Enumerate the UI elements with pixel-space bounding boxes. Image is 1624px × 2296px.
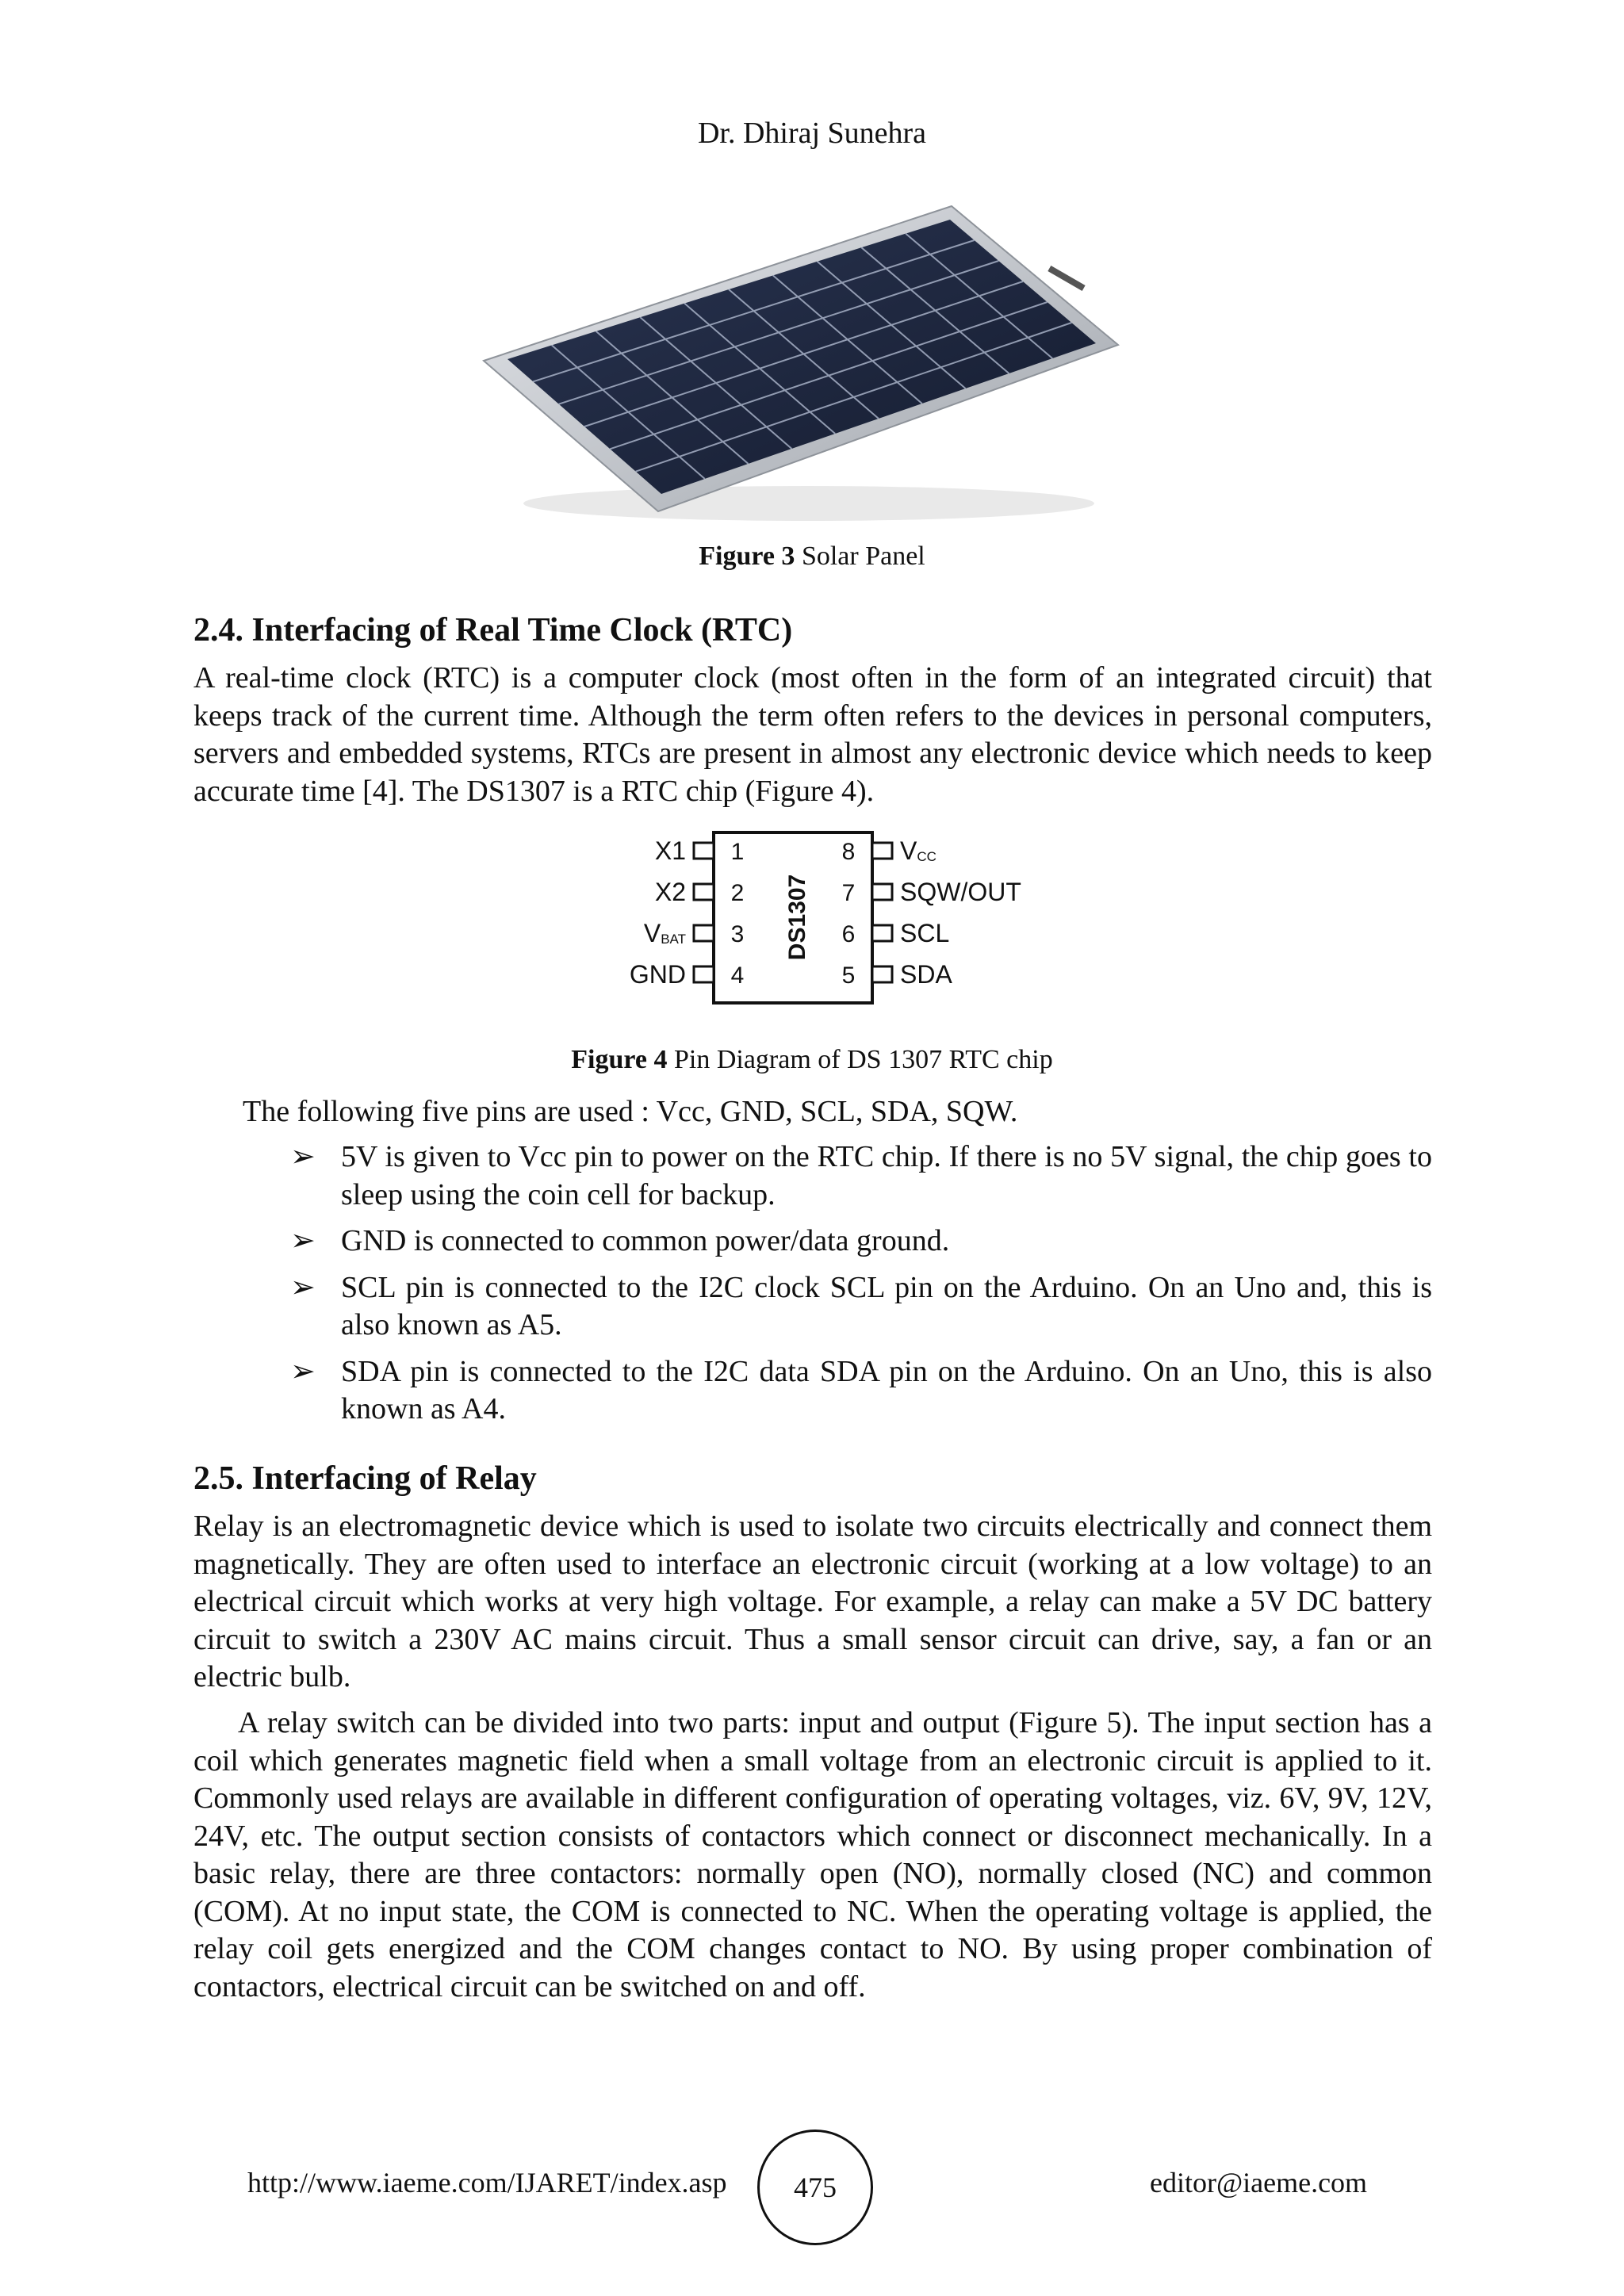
- solar-panel-image: [476, 202, 1126, 535]
- pin-pad: [694, 966, 714, 982]
- bullet-arrow-icon: ➢: [290, 1224, 316, 1257]
- figure-4-text: Pin Diagram of DS 1307 RTC chip: [673, 1045, 1053, 1074]
- pin-label: SDA: [900, 960, 952, 989]
- section-2-5-heading: 2.5. Interfacing of Relay: [193, 1460, 537, 1497]
- page-number: 475: [757, 2130, 873, 2245]
- figure-4-caption: [0, 1045, 1624, 1075]
- figure-3-text: Solar Panel: [801, 541, 925, 571]
- pin-pad: [694, 843, 714, 859]
- pin-number: 1: [730, 839, 745, 865]
- section-2-5-paragraph-1: Relay is an electromagnetic device which is used to isolate two circuits electrically and connect them magnetically. They are often used to interface an electronic circuit (working at a low voltage) to an electrical circuit which works at very high voltage. For example, a relay can make a 5V DC battery circuit to switch a 230V AC mains circuit. Thus a small sensor circuit can drive, say, a fan or an electric bulb.: [193, 1510, 1432, 1693]
- pin-label: SQW/OUT: [900, 878, 1021, 906]
- running-header-author: Dr. Dhiraj Sunehra: [697, 117, 927, 150]
- list-item: ➢ SDA pin is connected to the I2C data SDA pin on the Arduino. On an Uno, this is also known as A4.: [290, 1354, 1432, 1425]
- pin-label: X2: [654, 878, 686, 906]
- pin-pad: [872, 925, 892, 941]
- pin-label: VBAT: [643, 919, 686, 947]
- pin-number: 5: [841, 962, 856, 989]
- pin-number: 7: [841, 880, 856, 906]
- pin-number: 6: [841, 921, 856, 947]
- section-2-4-heading: 2.4. Interfacing of Real Time Clock (RTC): [193, 612, 793, 649]
- pin-number: 4: [730, 962, 745, 989]
- pin-number: 2: [730, 880, 745, 906]
- pin-label: SCL: [900, 919, 950, 947]
- pin-pad: [872, 884, 892, 900]
- pin-pad: [694, 884, 714, 900]
- chip-name-label: DS1307: [784, 874, 810, 961]
- pin-label: X1: [654, 836, 686, 865]
- section-2-5-paragraph-2: A relay switch can be divided into two parts: input and output (Figure 5). The input section has a coil which generates magnetic field when a small voltage from an electronic circuit is applied to it. Commonly used relays are available in different configuration of operating voltages, viz. 6V, 9V, 12V, 24V, etc. The output section consists of contactors which connect or disconnect mechanically. In a basic relay, there are three contactors: normally open (NO), normally closed (NC) and common (COM). At no input state, the COM is connected to NC. When the operating voltage is applied, the relay coil gets energized and the COM changes contact to NO. By using proper combination of contactors, electrical circuit can be switched on and off.: [193, 1706, 1432, 2003]
- footer-url-link[interactable]: http://www.iaeme.com/IJARET/index.asp: [247, 2167, 727, 2198]
- ds1307-pin-diagram: [603, 825, 1031, 1015]
- pin-bullet-list: [290, 1138, 1432, 1437]
- pin-pad: [694, 925, 714, 941]
- bullet-arrow-icon: ➢: [290, 1270, 316, 1304]
- figure-3-caption: [0, 541, 1624, 572]
- pin-pad: [872, 966, 892, 982]
- list-item: ➢ 5V is given to Vcc pin to power on the RTC chip. If there is no 5V signal, the chip goes to sleep using the coin cell for backup.: [290, 1140, 1432, 1211]
- footer-email-link[interactable]: editor@iaeme.com: [1150, 2167, 1368, 2198]
- list-item: ➢ GND is connected to common power/data ground.: [290, 1223, 1432, 1261]
- bullet-arrow-icon: ➢: [290, 1140, 316, 1173]
- pin-label: GND: [629, 960, 686, 989]
- list-item: ➢ SCL pin is connected to the I2C clock SCL pin on the Arduino. On an Uno and, this is also known as A5.: [290, 1270, 1432, 1341]
- figure-3-label: Figure 3: [699, 541, 795, 571]
- figure-4-label: Figure 4: [571, 1045, 668, 1074]
- pin-number: 8: [841, 839, 856, 865]
- section-2-4-paragraph: A real-time clock (RTC) is a computer clock (most often in the form of an integrated circuit) that keeps track of the current time. Although the term often refers to the devices in personal computers, servers and embedded systems, RTCs are present in almost any electronic device which needs to keep accurate time [4]. The DS1307 is a RTC chip (Figure 4).: [193, 661, 1432, 808]
- pin-number: 3: [730, 921, 745, 947]
- bullet-arrow-icon: ➢: [290, 1354, 316, 1388]
- pins-intro-text: The following five pins are used : Vcc, GND, SCL, SDA, SQW.: [243, 1095, 1018, 1128]
- pin-pad: [872, 843, 892, 859]
- pin-label: VCC: [900, 836, 936, 865]
